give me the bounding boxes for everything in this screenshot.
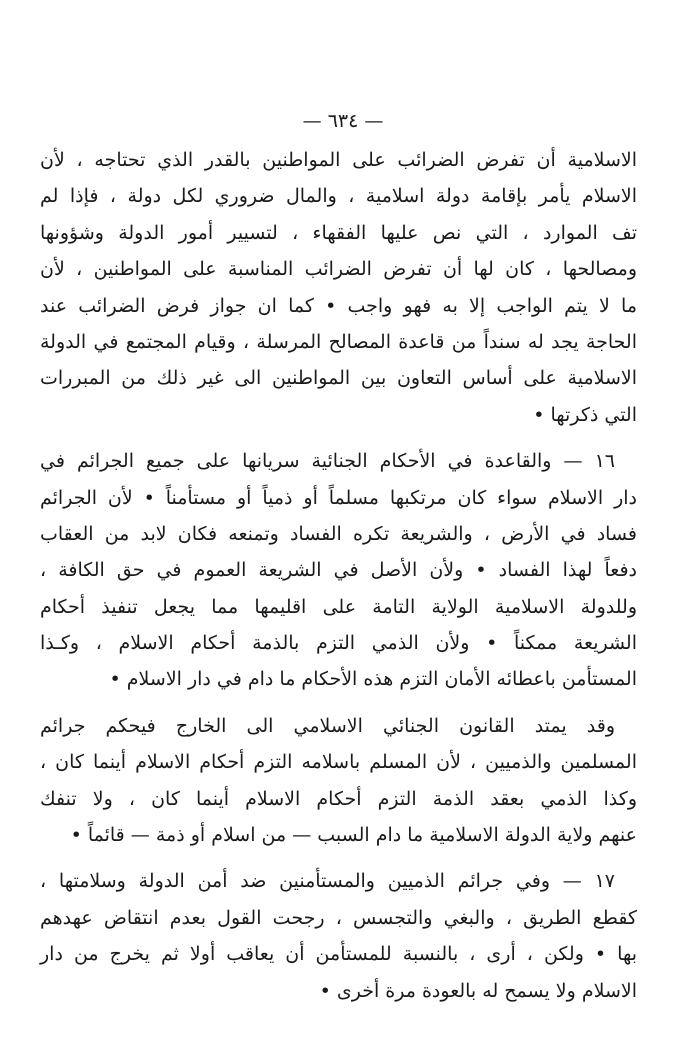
text-line: دار الاسلام سواء كان مرتكبها مسلماً أو ذمياً أو مستأمناً • لأن الجرائم (40, 486, 637, 509)
paragraph-spacer (40, 698, 637, 708)
text-line: الاسلام ولا يسمح له بالعودة مرة أخرى • (319, 979, 637, 1002)
text-line: الاسلامية أن تفرض الضرائب على المواطنين بالقدر الذي تحتاجه ، لأن (40, 149, 637, 171)
text-line: دفعاً لهذا الفساد • ولأن الأصل في الشريعة العموم في حق الكافة ، (40, 559, 637, 582)
text-line: ومصالحها ، كان لها أن تفرض الضرائب المناسبة على المواطنين ، لأن (40, 258, 637, 281)
paragraph (40, 708, 637, 854)
text-line: ١٦ — والقاعدة في الأحكام الجنائية سريانها على جميع الجرائم في (40, 450, 615, 473)
text-line: ما لا يتم الواجب إلا به فهو واجب • كما ان جواز فرض الضرائب عند (40, 294, 637, 317)
text-line: فساد في الأرض ، والشريعة تكره الفساد وتمنعه فكان لابد من العقاب (40, 522, 637, 545)
body-text (40, 142, 637, 1009)
text-line: تف الموارد ، التي نص عليها الفقهاء ، لتسيير أمور الدولة وشؤونها (40, 221, 637, 244)
text-line: كقطع الطريق ، والبغي والتجسس ، رجحت القول بعدم انتقاض عهدهم (40, 906, 637, 929)
text-line: وللدولة الاسلامية الولاية التامة على اقليمها مما يجعل تنفيذ أحكام (40, 595, 637, 618)
text-line: الاسلامية على أساس التعاون بين المواطنين الى غير ذلك من المبررات (40, 367, 637, 390)
paragraph (40, 443, 637, 698)
paragraph-spacer (40, 433, 637, 443)
text-line: عنهم ولاية الدولة الاسلامية ما دام السبب — من اسلام أو ذمة — قائماً • (70, 824, 637, 847)
page-number: — ٦٣٤ — (302, 110, 384, 132)
text-line: التي ذكرتها • (533, 403, 637, 426)
paragraph-spacer (40, 853, 637, 863)
paragraph (40, 142, 637, 433)
text-line: الاسلام يأمر بإقامة دولة اسلامية ، والمال ضروري لكل دولة ، فإذا لم (40, 185, 637, 208)
text-line: ١٧ — وفي جرائم الذميين والمستأمنين ضد أمن الدولة وسلامتها ، (40, 870, 615, 893)
text-line: بها • ولكن ، أرى ، بالنسبة للمستأمن أن يعاقب أولا ثم يخرج من دار (40, 943, 637, 966)
text-line: المسلمين والذميين ، لأن المسلم باسلامه التزم أحكام الاسلام أينما كان ، (40, 751, 637, 774)
text-line: الحاجة يجد له سنداً من قاعدة المصالح المرسلة ، وقيام المجتمع في الدولة (40, 330, 637, 353)
text-line: المستأمن باعطائه الأمان التزم هذه الأحكام ما دام في دار الاسلام • (109, 668, 637, 691)
paragraph (40, 863, 637, 1009)
text-line: الشريعة ممكناً • ولأن الذمي التزم بالذمة أحكام الاسلام ، وكـذا (40, 632, 637, 655)
text-line: وكذا الذمي بعقد الذمة التزم أحكام الاسلام أينما كان ، ولا تنفك (40, 787, 637, 810)
text-line: وقد يمتد القانون الجنائي الاسلامي الى الخارج فيحكم جرائم (40, 714, 615, 737)
